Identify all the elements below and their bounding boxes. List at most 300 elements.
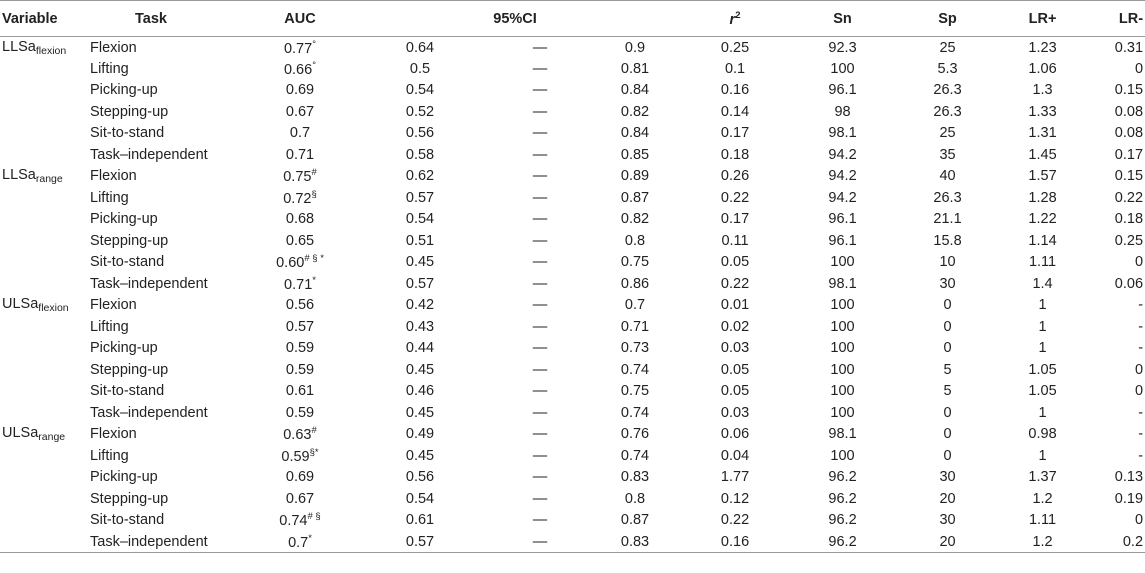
cell-auc — [255, 381, 345, 403]
auc-value: 0.71 — [285, 146, 315, 163]
cell-task: Picking-up — [90, 340, 158, 357]
cell-ci-high: 0.7 — [624, 297, 646, 314]
cell-auc — [255, 58, 345, 80]
table-row — [0, 424, 1145, 446]
auc-value: 0.59 — [285, 361, 315, 378]
cell-lr-minus: 0 — [1134, 361, 1144, 378]
cell-lr-minus: 0 — [1134, 383, 1144, 400]
cell-task: Task–independent — [90, 275, 208, 292]
cell-sn: 100 — [830, 340, 855, 357]
table-row — [0, 402, 1145, 424]
header-lr-plus: LR+ — [995, 1, 1090, 37]
header-r2-exp: 2 — [735, 9, 741, 21]
cell-sp: 30 — [939, 469, 956, 486]
cell-auc — [255, 338, 345, 360]
cell-variable — [0, 273, 90, 295]
cell-lr-minus: - — [1138, 297, 1144, 314]
header-lr-minus: LR- — [1090, 1, 1145, 37]
cell-sp: 35 — [939, 146, 956, 163]
cell-r2: 1.77 — [720, 469, 750, 486]
cell-lr-plus: 1.37 — [1028, 469, 1057, 486]
cell-ci-low: 0.64 — [405, 39, 435, 56]
cell-sp: 5 — [943, 361, 952, 378]
cell-lr-plus: 1.22 — [1028, 211, 1057, 228]
auc-value: 0.57 — [285, 318, 315, 335]
auc-value: 0.77 — [283, 40, 313, 57]
variable-subscript: flexion — [38, 302, 69, 315]
cell-ci-low: 0.54 — [405, 211, 435, 228]
cell-auc — [255, 531, 345, 553]
auc-marker: § — [311, 188, 317, 200]
cell-r2: 0.16 — [685, 531, 785, 553]
cell-ci-dash: — — [532, 146, 548, 163]
cell-variable — [0, 424, 90, 446]
cell-task: Stepping-up — [90, 103, 169, 120]
variable-name: ULSa — [2, 296, 39, 313]
cell-auc — [255, 295, 345, 317]
cell-task: Lifting — [90, 60, 129, 77]
cell-ci-high: 0.75 — [620, 254, 650, 271]
cell-r2: 0.26 — [720, 168, 750, 185]
table-row — [0, 381, 1145, 403]
cell-ci-low: 0.46 — [405, 383, 435, 400]
cell-variable — [0, 252, 90, 274]
cell-lr-plus: 1.3 — [1032, 82, 1053, 99]
cell-auc — [255, 510, 345, 532]
auc-marker: ° — [312, 38, 317, 50]
table-row — [0, 338, 1145, 360]
cell-auc — [255, 101, 345, 123]
cell-sn: 96.1 — [828, 82, 857, 99]
cell-variable — [0, 58, 90, 80]
cell-sp: 0 — [943, 404, 952, 421]
cell-ci-low: 0.43 — [405, 318, 435, 335]
cell-ci-dash: — — [532, 447, 548, 464]
auc-value: 0.75 — [283, 169, 312, 186]
cell-r2: 0.25 — [720, 39, 750, 56]
cell-ci-dash: — — [495, 531, 585, 553]
cell-lr-minus: - — [1138, 426, 1144, 443]
auc-value: 0.56 — [285, 297, 315, 314]
cell-ci-low: 0.45 — [405, 254, 435, 271]
cell-variable — [0, 101, 90, 123]
auc-value: 0.61 — [285, 383, 315, 400]
cell-ci-high: 0.74 — [620, 361, 650, 378]
cell-lr-plus: 1 — [1038, 340, 1047, 357]
cell-lr-minus: 0.06 — [1114, 275, 1144, 292]
cell-lr-plus: 1.31 — [1028, 125, 1057, 142]
table-row — [0, 123, 1145, 145]
cell-ci-dash: — — [532, 125, 548, 142]
table-row — [0, 58, 1145, 80]
cell-r2: 0.22 — [720, 512, 750, 529]
cell-variable — [0, 445, 90, 467]
cell-lr-plus: 1.45 — [1028, 146, 1057, 163]
table-row — [0, 187, 1145, 209]
table-row — [0, 209, 1145, 231]
cell-ci-dash: — — [532, 211, 548, 228]
cell-ci-high: 0.82 — [620, 211, 650, 228]
cell-r2: 0.05 — [720, 254, 750, 271]
cell-ci-dash: — — [532, 275, 548, 292]
cell-r2: 0.1 — [724, 60, 746, 77]
cell-r2: 0.14 — [720, 103, 750, 120]
cell-sn: 100 — [830, 383, 855, 400]
cell-ci-low: 0.45 — [405, 447, 435, 464]
cell-lr-plus: 1 — [1038, 404, 1047, 421]
cell-task: Sit-to-stand — [90, 125, 165, 142]
cell-sp: 10 — [939, 254, 956, 271]
cell-task: Stepping-up — [90, 490, 169, 507]
header-row — [0, 1, 1145, 37]
cell-ci-low: 0.52 — [405, 103, 435, 120]
cell-variable — [0, 531, 90, 553]
cell-r2: 0.22 — [720, 189, 750, 206]
cell-lr-minus: 0 — [1134, 254, 1144, 271]
cell-lr-plus: 1.14 — [1028, 232, 1057, 249]
cell-ci-dash: — — [532, 404, 548, 421]
cell-auc — [255, 402, 345, 424]
cell-ci-high: 0.73 — [620, 340, 650, 357]
cell-lr-minus: 0.08 — [1114, 103, 1144, 120]
cell-task: Lifting — [90, 447, 129, 464]
table-row — [0, 359, 1145, 381]
table-row — [0, 80, 1145, 102]
cell-lr-minus: 0 — [1134, 512, 1144, 529]
cell-ci-high: 0.86 — [620, 275, 650, 292]
cell-variable — [0, 187, 90, 209]
cell-lr-plus: 0.98 — [1028, 426, 1057, 443]
cell-lr-plus: 1.23 — [1028, 39, 1057, 56]
cell-sn: 96.1 — [828, 211, 857, 228]
cell-variable — [0, 295, 90, 317]
cell-ci-dash: — — [532, 383, 548, 400]
auc-value: 0.71 — [284, 276, 313, 293]
cell-r2: 0.22 — [720, 275, 750, 292]
table-row — [0, 295, 1145, 317]
variable-subscript: flexion — [35, 44, 67, 57]
header-variable: Variable — [0, 1, 90, 37]
table-row — [0, 510, 1145, 532]
cell-ci-dash: — — [532, 426, 548, 443]
cell-lr-plus: 1 — [1038, 447, 1047, 464]
cell-r2: 0.18 — [720, 146, 750, 163]
auc-marker: * — [308, 532, 312, 544]
auc-value: 0.72 — [283, 190, 312, 207]
cell-task: Flexion — [90, 426, 137, 443]
cell-ci-dash: — — [532, 232, 548, 249]
cell-ci-dash: — — [532, 103, 548, 120]
cell-sp: 30 — [939, 512, 956, 529]
cell-auc — [255, 445, 345, 467]
cell-ci-dash: — — [532, 254, 548, 271]
auc-value: 0.69 — [285, 82, 315, 99]
cell-ci-dash: — — [532, 490, 548, 507]
cell-ci-low: 0.5 — [409, 60, 431, 77]
cell-sn: 100 — [830, 361, 855, 378]
cell-r2: 0.03 — [720, 340, 750, 357]
cell-task: Flexion — [90, 39, 137, 56]
cell-sn: 94.2 — [828, 168, 857, 185]
auc-value: 0.74 — [279, 513, 308, 530]
cell-task: Lifting — [90, 189, 129, 206]
table-row — [0, 230, 1145, 252]
table-row — [0, 144, 1145, 166]
cell-lr-plus: 1.11 — [1028, 254, 1057, 271]
cell-auc — [255, 144, 345, 166]
table-row — [0, 166, 1145, 188]
cell-task: Picking-up — [90, 469, 158, 486]
cell-variable — [0, 166, 90, 188]
cell-ci-dash: — — [532, 60, 548, 77]
cell-sn: 100 — [830, 297, 855, 314]
auc-value: 0.59 — [285, 340, 315, 357]
auc-marker: # § * — [304, 253, 324, 265]
cell-auc — [255, 209, 345, 231]
cell-variable — [0, 488, 90, 510]
cell-lr-plus: 1.06 — [1028, 60, 1057, 77]
cell-sp: 5.3 — [937, 60, 958, 77]
cell-r2: 0.17 — [720, 125, 750, 142]
variable-subscript: range — [35, 173, 63, 186]
cell-auc — [255, 359, 345, 381]
cell-ci-dash: — — [532, 469, 548, 486]
auc-value: 0.60 — [276, 255, 305, 272]
cell-ci-high: 0.85 — [620, 146, 650, 163]
header-task: Task — [90, 1, 255, 37]
table-row — [0, 37, 1145, 59]
cell-ci-high: 0.84 — [620, 125, 650, 142]
cell-r2: 0.06 — [720, 426, 750, 443]
cell-lr-minus: 0.08 — [1114, 125, 1144, 142]
cell-lr-plus: 1.11 — [1028, 512, 1057, 529]
cell-lr-plus: 1.2 — [995, 531, 1090, 553]
auc-value: 0.69 — [285, 469, 315, 486]
cell-auc — [255, 37, 345, 59]
cell-r2: 0.02 — [720, 318, 750, 335]
cell-lr-minus: 0.15 — [1114, 82, 1144, 99]
cell-ci-low: 0.62 — [405, 168, 435, 185]
auc-value: 0.67 — [285, 103, 315, 120]
cell-lr-plus: 1 — [1038, 297, 1047, 314]
cell-lr-minus: - — [1138, 318, 1144, 335]
cell-lr-minus: 0.25 — [1114, 232, 1144, 249]
cell-task: Flexion — [90, 168, 137, 185]
header-ci: 95%CI — [345, 1, 685, 37]
cell-ci-high: 0.82 — [620, 103, 650, 120]
cell-lr-minus: 0.19 — [1114, 490, 1144, 507]
cell-sp: 0 — [943, 426, 952, 443]
cell-r2: 0.01 — [720, 297, 750, 314]
cell-lr-minus: 0.22 — [1114, 189, 1144, 206]
cell-ci-low: 0.57 — [345, 531, 495, 553]
cell-r2: 0.04 — [720, 447, 750, 464]
cell-variable — [0, 359, 90, 381]
cell-r2: 0.16 — [720, 82, 750, 99]
cell-ci-dash: — — [532, 39, 548, 56]
header-sn: Sn — [785, 1, 900, 37]
auc-value: 0.7 — [289, 125, 311, 142]
auc-marker: §* — [309, 446, 319, 458]
cell-ci-dash: — — [532, 318, 548, 335]
table-row — [0, 531, 1145, 553]
cell-lr-plus: 1.2 — [1032, 490, 1053, 507]
cell-ci-high: 0.84 — [620, 82, 650, 99]
cell-task: Picking-up — [90, 211, 158, 228]
cell-lr-minus: 0.18 — [1114, 211, 1144, 228]
cell-auc — [255, 252, 345, 274]
cell-ci-dash: — — [532, 168, 548, 185]
cell-ci-high: 0.81 — [620, 60, 650, 77]
cell-r2: 0.11 — [721, 232, 749, 249]
cell-variable — [0, 144, 90, 166]
header-auc: AUC — [255, 1, 345, 37]
cell-sp: 25 — [939, 125, 956, 142]
cell-task: Picking-up — [90, 82, 158, 99]
cell-variable — [0, 230, 90, 252]
cell-sn: 94.2 — [828, 189, 857, 206]
cell-ci-dash: — — [532, 340, 548, 357]
cell-auc — [255, 123, 345, 145]
variable-name: ULSa — [2, 425, 39, 442]
cell-variable — [0, 381, 90, 403]
cell-auc — [255, 467, 345, 489]
auc-value: 0.65 — [285, 232, 315, 249]
auc-marker: # § — [307, 511, 321, 523]
cell-auc — [255, 316, 345, 338]
cell-lr-plus: 1.05 — [1028, 361, 1057, 378]
cell-ci-high: 0.9 — [624, 39, 646, 56]
cell-sp: 5 — [943, 383, 952, 400]
cell-lr-plus: 1.57 — [1028, 168, 1057, 185]
cell-variable — [0, 80, 90, 102]
table-body — [0, 37, 1145, 553]
cell-lr-minus: 0 — [1134, 60, 1144, 77]
cell-task: Stepping-up — [90, 232, 169, 249]
cell-ci-high: 0.8 — [624, 490, 646, 507]
cell-sn: 98.1 — [828, 275, 857, 292]
auc-marker: # — [311, 425, 317, 437]
cell-lr-minus: 0.2 — [1090, 531, 1145, 553]
cell-auc — [255, 230, 345, 252]
cell-sp: 40 — [939, 168, 956, 185]
cell-lr-minus: - — [1138, 340, 1144, 357]
cell-r2: 0.05 — [720, 383, 750, 400]
cell-r2: 0.03 — [720, 404, 750, 421]
header-sp: Sp — [900, 1, 995, 37]
cell-sp: 0 — [943, 318, 952, 335]
cell-sp: 15.8 — [933, 232, 962, 249]
cell-sp: 21.1 — [933, 211, 962, 228]
cell-variable — [0, 316, 90, 338]
cell-sp: 26.3 — [933, 82, 962, 99]
auc-marker: # — [311, 167, 317, 179]
cell-variable — [0, 467, 90, 489]
cell-variable — [0, 37, 90, 59]
header-r2-base: r — [729, 11, 736, 28]
cell-ci-low: 0.54 — [405, 82, 435, 99]
cell-ci-low: 0.58 — [405, 146, 435, 163]
cell-ci-low: 0.56 — [405, 469, 435, 486]
auc-value: 0.63 — [283, 427, 312, 444]
cell-ci-dash: — — [532, 82, 548, 99]
cell-sn: 100 — [830, 404, 855, 421]
cell-ci-dash: — — [532, 512, 548, 529]
header-r2 — [685, 1, 785, 37]
table-row — [0, 488, 1145, 510]
cell-sp: 26.3 — [933, 189, 962, 206]
auc-marker: * — [312, 274, 316, 286]
cell-ci-high: 0.75 — [620, 383, 650, 400]
table-row — [0, 252, 1145, 274]
cell-ci-dash: — — [532, 297, 548, 314]
cell-r2: 0.17 — [720, 211, 750, 228]
cell-ci-low: 0.49 — [405, 426, 435, 443]
variable-name: LLSa — [2, 38, 36, 55]
cell-lr-minus: - — [1138, 404, 1144, 421]
cell-sp: 0 — [943, 297, 952, 314]
cell-variable — [0, 402, 90, 424]
cell-sp: 26.3 — [933, 103, 962, 120]
cell-auc — [255, 273, 345, 295]
cell-lr-minus: - — [1138, 447, 1144, 464]
table-row — [0, 445, 1145, 467]
cell-ci-low: 0.54 — [405, 490, 435, 507]
cell-task: Sit-to-stand — [90, 512, 165, 529]
cell-ci-dash: — — [532, 361, 548, 378]
cell-auc — [255, 187, 345, 209]
cell-sp: 0 — [943, 340, 952, 357]
cell-ci-low: 0.44 — [405, 340, 435, 357]
cell-auc — [255, 166, 345, 188]
cell-lr-plus: 1.33 — [1028, 103, 1057, 120]
cell-variable — [0, 510, 90, 532]
cell-sn: 98.1 — [828, 125, 857, 142]
cell-ci-low: 0.57 — [405, 189, 435, 206]
cell-ci-high: 0.71 — [620, 318, 650, 335]
auc-value: 0.68 — [285, 211, 315, 228]
cell-ci-high: 0.89 — [620, 168, 650, 185]
cell-ci-high: 0.87 — [620, 189, 650, 206]
cell-ci-high: 0.8 — [624, 232, 646, 249]
cell-variable — [0, 338, 90, 360]
cell-task: Flexion — [90, 297, 137, 314]
cell-lr-plus: 1.4 — [1032, 275, 1053, 292]
cell-task: Lifting — [90, 318, 129, 335]
cell-ci-high: 0.83 — [585, 531, 685, 553]
cell-sn: 96.2 — [828, 469, 857, 486]
cell-sp: 0 — [943, 447, 952, 464]
cell-task: Task–independent — [90, 404, 208, 421]
cell-auc — [255, 80, 345, 102]
cell-auc — [255, 488, 345, 510]
cell-task: Sit-to-stand — [90, 254, 165, 271]
table-row — [0, 467, 1145, 489]
cell-ci-high: 0.74 — [620, 447, 650, 464]
cell-ci-low: 0.56 — [405, 125, 435, 142]
cell-variable — [0, 123, 90, 145]
cell-task: Sit-to-stand — [90, 383, 165, 400]
cell-sn: 100 — [830, 318, 855, 335]
cell-sn: 96.2 — [785, 531, 900, 553]
cell-lr-plus: 1.28 — [1028, 189, 1057, 206]
cell-sn: 98.1 — [828, 426, 857, 443]
table-row — [0, 273, 1145, 295]
auc-value: 0.59 — [285, 404, 315, 421]
cell-ci-low: 0.57 — [405, 275, 435, 292]
cell-sn: 100 — [830, 60, 855, 77]
cell-lr-minus: 0.31 — [1114, 39, 1144, 56]
